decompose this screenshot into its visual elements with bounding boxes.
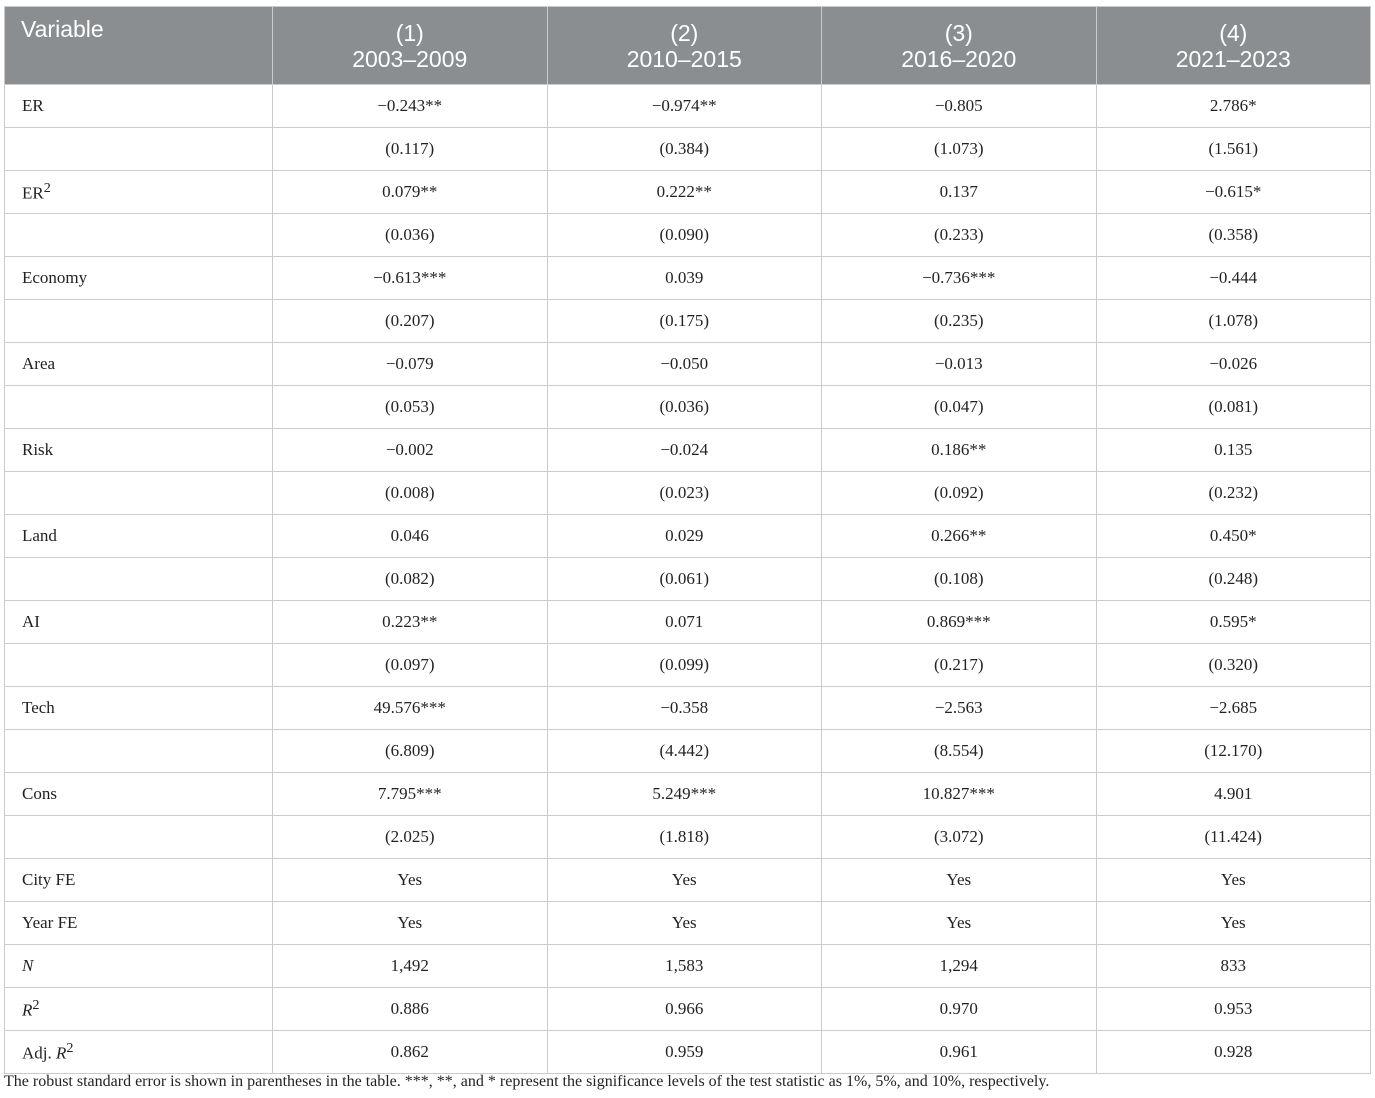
- row-label-empty: [5, 386, 273, 429]
- row-label: Year FE: [5, 902, 273, 945]
- table-cell: (0.117): [273, 128, 548, 171]
- table-cell: −0.974**: [547, 85, 822, 128]
- table-cell: 0.135: [1096, 429, 1371, 472]
- table-cell: (1.073): [822, 128, 1097, 171]
- row-label-text: ER: [22, 183, 44, 203]
- table-row-adj-r2: [5, 1031, 1371, 1074]
- table-cell: −0.013: [822, 343, 1097, 386]
- table-cell: (0.384): [547, 128, 822, 171]
- table-cell: 0.046: [273, 515, 548, 558]
- table-cell: 10.827***: [822, 773, 1097, 816]
- table-cell: 0.071: [547, 601, 822, 644]
- table-row-risk: [5, 429, 1371, 472]
- table-cell: −0.050: [547, 343, 822, 386]
- table-cell: 0.961: [822, 1031, 1097, 1074]
- column-years: 2010–2015: [626, 45, 742, 72]
- table-cell: −0.358: [547, 687, 822, 730]
- row-label-text: R: [22, 1000, 33, 1020]
- column-header-1: [273, 7, 548, 85]
- table-cell: (0.053): [273, 386, 548, 429]
- table-cell: Yes: [1096, 902, 1371, 945]
- table-cell: (0.217): [822, 644, 1097, 687]
- table-cell: 0.222**: [547, 171, 822, 214]
- table-cell: 0.966: [547, 988, 822, 1031]
- table-cell: 0.970: [822, 988, 1097, 1031]
- table-cell: (0.358): [1096, 214, 1371, 257]
- table-cell: 2.786*: [1096, 85, 1371, 128]
- table-row-risk-se: [5, 472, 1371, 515]
- row-label-empty: [5, 214, 273, 257]
- table-cell: −0.615*: [1096, 171, 1371, 214]
- table-cell: 0.959: [547, 1031, 822, 1074]
- row-label-empty: [5, 558, 273, 601]
- table-cell: Yes: [273, 859, 548, 902]
- table-row-economy-se: [5, 300, 1371, 343]
- row-label-empty: [5, 300, 273, 343]
- table-cell: Yes: [547, 859, 822, 902]
- table-header-row: [5, 7, 1371, 85]
- table-cell: 0.928: [1096, 1031, 1371, 1074]
- table-cell: 0.186**: [822, 429, 1097, 472]
- table-cell: (0.061): [547, 558, 822, 601]
- row-label: City FE: [5, 859, 273, 902]
- table-cell: Yes: [273, 902, 548, 945]
- regression-table: [4, 6, 1371, 1074]
- row-label-text: R: [56, 1043, 67, 1063]
- table-cell: (0.233): [822, 214, 1097, 257]
- table-footnote: The robust standard error is shown in parentheses in the table. ***, **, and * represent the significance levels of the test statistic as 1%, 5%, and 10%, respectively.: [4, 1073, 1050, 1090]
- table-cell: 0.886: [273, 988, 548, 1031]
- table-cell: (0.008): [273, 472, 548, 515]
- row-label-empty: [5, 644, 273, 687]
- superscript: 2: [66, 1040, 74, 1057]
- superscript: 2: [43, 180, 51, 197]
- row-label: [5, 988, 273, 1031]
- table-cell: (0.092): [822, 472, 1097, 515]
- table-cell: (0.082): [273, 558, 548, 601]
- table-cell: (0.036): [547, 386, 822, 429]
- table-cell: −0.736***: [822, 257, 1097, 300]
- superscript: 2: [32, 997, 40, 1014]
- table-cell: (0.235): [822, 300, 1097, 343]
- table-cell: (0.207): [273, 300, 548, 343]
- table-cell: 1,294: [822, 945, 1097, 988]
- table-row-area-se: [5, 386, 1371, 429]
- column-number: (1): [395, 19, 424, 46]
- table-cell: (3.072): [822, 816, 1097, 859]
- table-row-er: [5, 85, 1371, 128]
- table-cell: 5.249***: [547, 773, 822, 816]
- table-cell: 0.079**: [273, 171, 548, 214]
- column-years: 2016–2020: [901, 45, 1017, 72]
- table-cell: Yes: [547, 902, 822, 945]
- table-row-ai-se: [5, 644, 1371, 687]
- table-cell: 0.137: [822, 171, 1097, 214]
- table-cell: 0.223**: [273, 601, 548, 644]
- table-cell: 1,492: [273, 945, 548, 988]
- table-row-cons: [5, 773, 1371, 816]
- column-header-4: [1096, 7, 1371, 85]
- column-number: (3): [944, 19, 973, 46]
- row-label-empty: [5, 472, 273, 515]
- table-cell: 0.039: [547, 257, 822, 300]
- row-label: Cons: [5, 773, 273, 816]
- table-cell: −0.444: [1096, 257, 1371, 300]
- row-label: N: [5, 945, 273, 988]
- column-number: (2): [670, 19, 699, 46]
- table-cell: (0.047): [822, 386, 1097, 429]
- table-cell: (1.078): [1096, 300, 1371, 343]
- table-row-er2: [5, 171, 1371, 214]
- table-cell: (0.036): [273, 214, 548, 257]
- table-row-er-se: [5, 128, 1371, 171]
- table-cell: 4.901: [1096, 773, 1371, 816]
- table-cell: Yes: [822, 859, 1097, 902]
- row-label: Economy: [5, 257, 273, 300]
- table-cell: 0.266**: [822, 515, 1097, 558]
- row-label: Area: [5, 343, 273, 386]
- table-row-cons-se: [5, 816, 1371, 859]
- table-cell: 0.862: [273, 1031, 548, 1074]
- table-cell: 0.953: [1096, 988, 1371, 1031]
- table-cell: (4.442): [547, 730, 822, 773]
- variable-header: Variable: [5, 7, 273, 85]
- table-cell: (0.097): [273, 644, 548, 687]
- table-cell: 7.795***: [273, 773, 548, 816]
- column-number: (4): [1219, 19, 1248, 46]
- table-cell: (0.090): [547, 214, 822, 257]
- row-label: [5, 1031, 273, 1074]
- table-cell: −0.079: [273, 343, 548, 386]
- table-cell: −0.026: [1096, 343, 1371, 386]
- column-header-2: [547, 7, 822, 85]
- table-cell: 0.869***: [822, 601, 1097, 644]
- table-cell: −0.805: [822, 85, 1097, 128]
- table-cell: (0.175): [547, 300, 822, 343]
- table-cell: (6.809): [273, 730, 548, 773]
- table-row-ai: [5, 601, 1371, 644]
- table-row-city-fe: [5, 859, 1371, 902]
- table-cell: (1.561): [1096, 128, 1371, 171]
- table-cell: 49.576***: [273, 687, 548, 730]
- column-years: 2003–2009: [352, 45, 468, 72]
- row-label-prefix: Adj.: [22, 1043, 56, 1063]
- table-row-land-se: [5, 558, 1371, 601]
- table-cell: Yes: [1096, 859, 1371, 902]
- table-row-tech: [5, 687, 1371, 730]
- table-cell: Yes: [822, 902, 1097, 945]
- table-row-n: [5, 945, 1371, 988]
- table-row-tech-se: [5, 730, 1371, 773]
- row-label: [5, 171, 273, 214]
- table-cell: −0.002: [273, 429, 548, 472]
- table-cell: 0.450*: [1096, 515, 1371, 558]
- table-row-area: [5, 343, 1371, 386]
- table-row-r2: [5, 988, 1371, 1031]
- table-row-year-fe: [5, 902, 1371, 945]
- row-label: Land: [5, 515, 273, 558]
- table-cell: (1.818): [547, 816, 822, 859]
- row-label: Tech: [5, 687, 273, 730]
- table-cell: (8.554): [822, 730, 1097, 773]
- table-cell: −0.243**: [273, 85, 548, 128]
- row-label: ER: [5, 85, 273, 128]
- table-cell: (0.248): [1096, 558, 1371, 601]
- table-cell: 833: [1096, 945, 1371, 988]
- table-cell: (0.099): [547, 644, 822, 687]
- row-label: AI: [5, 601, 273, 644]
- table-cell: (12.170): [1096, 730, 1371, 773]
- table-row-land: [5, 515, 1371, 558]
- table-cell: (0.023): [547, 472, 822, 515]
- table-cell: −0.024: [547, 429, 822, 472]
- table-cell: (0.081): [1096, 386, 1371, 429]
- row-label: Risk: [5, 429, 273, 472]
- table-cell: 1,583: [547, 945, 822, 988]
- table-cell: −2.563: [822, 687, 1097, 730]
- table-cell: (0.108): [822, 558, 1097, 601]
- column-years: 2021–2023: [1175, 45, 1291, 72]
- table-cell: 0.029: [547, 515, 822, 558]
- table-cell: −2.685: [1096, 687, 1371, 730]
- table-cell: −0.613***: [273, 257, 548, 300]
- table-row-economy: [5, 257, 1371, 300]
- table-cell: (2.025): [273, 816, 548, 859]
- row-label-empty: [5, 730, 273, 773]
- table-row-er2-se: [5, 214, 1371, 257]
- row-label-empty: [5, 816, 273, 859]
- column-header-3: [822, 7, 1097, 85]
- table-cell: (0.232): [1096, 472, 1371, 515]
- table-cell: 0.595*: [1096, 601, 1371, 644]
- row-label-empty: [5, 128, 273, 171]
- table-cell: (11.424): [1096, 816, 1371, 859]
- table-cell: (0.320): [1096, 644, 1371, 687]
